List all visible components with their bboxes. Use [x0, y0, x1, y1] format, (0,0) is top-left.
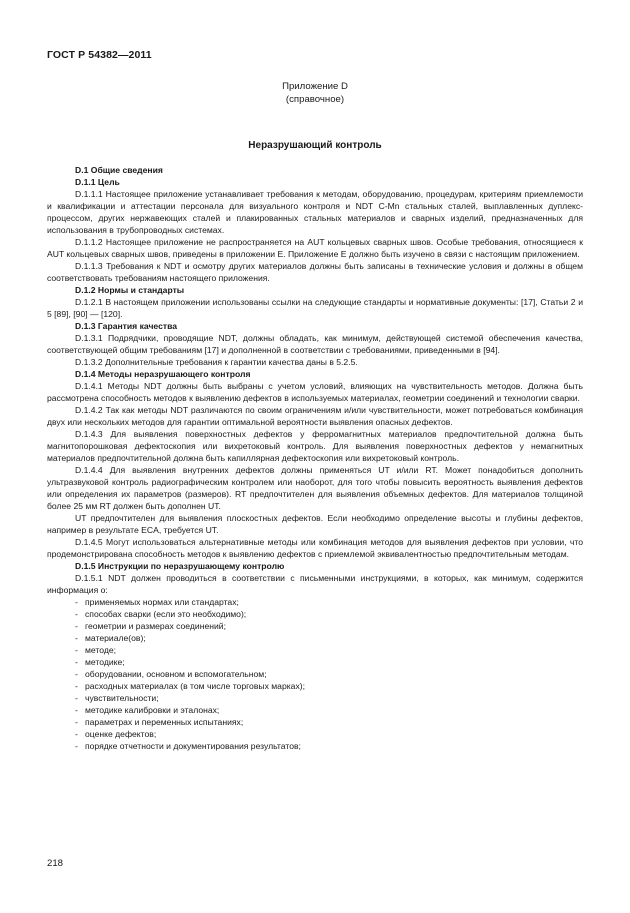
list-item — [47, 608, 583, 620]
list-item-text: материале(ов); — [85, 633, 146, 643]
list-item — [47, 656, 583, 668]
appendix-type: (справочное) — [285, 94, 345, 105]
list-item — [47, 692, 583, 704]
list-dash: - — [75, 741, 78, 751]
list-dash: - — [75, 729, 78, 739]
list-item-text: методике калибровки и эталонах; — [85, 705, 220, 715]
paragraph: D.1.3.2 Дополнительные требования к гарантии качества даны в 5.2.5. — [75, 357, 358, 367]
list-item-text: геометрии и размерах соединений; — [85, 621, 226, 631]
paragraph: D.1.4.2 Так как методы NDT различаются по своим ограничениям и/или чувствительности, может потребоваться комбинация двух или нескольких методов для гарантии оптимальной вероятности выявления опасных дефектов. — [47, 405, 583, 427]
list-item — [47, 740, 583, 752]
paragraph: D.1.5.1 NDT должен проводиться в соответствии с письменными инструкциями, в которых, как минимум, содержится информация о: — [47, 573, 583, 595]
list-dash: - — [75, 657, 78, 667]
list-item-text: оборудовании, основном и вспомогательном; — [85, 669, 267, 679]
list-item-text: оценке дефектов; — [85, 729, 157, 739]
document-header: ГОСТ Р 54382—2011 — [47, 49, 152, 61]
paragraph: D.1.4.5 Могут использоваться альтернативные методы или комбинация методов для выявления дефектов при условии, что продемонстрирована способность методов к выявлению дефектов с приемлемой эквивалентностью предпочтительным методам. — [47, 537, 583, 559]
list-dash: - — [75, 645, 78, 655]
list-item — [47, 668, 583, 680]
list-dash: - — [75, 681, 78, 691]
paragraph: D.1.1.1 Настоящее приложение устанавливает требования к методам, оборудованию, процедурам, критериям приемлемости и квалификации и аттестации персонала для визуального контроля и NDT C-Mn стальных сталей, выплавленных дуплекс-процессом, других нержавеющих сталей и плакированных стальных материалов и сварных изделий, предназначенных для использования в трубопроводных системах. — [47, 189, 583, 235]
subsection-heading: D.1.4 Методы неразрушающего контроля — [75, 369, 251, 379]
subsection-heading: D.1 Общие сведения — [75, 165, 163, 175]
list-item — [47, 596, 583, 608]
paragraph: D.1.4.4 Для выявления внутренних дефектов должны применяться UT и/или RT. Может понадобиться дополнить ультразвуковой контроль радиографическим контролем или наоборот, для того чтобы повысить вероятность выявления дефектов или определения их параметров (размеров). RT предпочтителен для выявления объемных дефектов. Для материалов толщиной более 25 мм RT должен быть дополнен UT. — [47, 465, 583, 511]
list-item-text: применяемых нормах или стандартах; — [85, 597, 239, 607]
list-item — [47, 632, 583, 644]
subsection-heading: D.1.5 Инструкции по неразрушающему контролю — [75, 561, 285, 571]
paragraph: UT предпочтителен для выявления плоскостных дефектов. Если необходимо определение высоты и глубины дефектов, например в результате ECA, требуется UT. — [47, 513, 583, 535]
paragraph: D.1.4.1 Методы NDT должны быть выбраны с учетом условий, влияющих на чувствительность методов. Должна быть рассмотрена способность методов к выявлению дефектов в используемых материалах, геометрии соединений и технологии сварки. — [47, 381, 583, 403]
list-item — [47, 680, 583, 692]
list-item-text: чувствительности; — [85, 693, 159, 703]
list-item-text: расходных материалах (в том числе торговых марках); — [85, 681, 306, 691]
list-dash: - — [75, 705, 78, 715]
paragraph: D.1.1.3 Требования к NDT и осмотру других материалов должны быть записаны в технические условия и должны в общем соответствовать требованиям настоящего приложения. — [47, 261, 583, 283]
section-title: Неразрушающий контроль — [248, 140, 382, 151]
list-item-text: методе; — [85, 645, 117, 655]
list-dash: - — [75, 609, 78, 619]
page-number: 218 — [47, 858, 64, 869]
list-dash: - — [75, 633, 78, 643]
subsection-heading: D.1.1 Цель — [75, 177, 120, 187]
document-body — [47, 164, 583, 752]
list-item-text: параметрах и переменных испытаниях; — [85, 717, 244, 727]
paragraph: D.1.2.1 В настоящем приложении использованы ссылки на следующие стандарты и нормативные документы: [17], Статьи 2 и 5 [89], [90] — [120]. — [47, 297, 583, 319]
paragraph: D.1.4.3 Для выявления поверхностных дефектов у ферромагнитных материалов предпочтительной должна быть магнитопорошковая дефектоскопия или вихретоковый контроль. Для выявления поверхностных дефектов у немагнитных материалов предпочтительной должна быть капиллярная дефектоскопия или вихретоковый контроль. — [47, 429, 583, 463]
list-dash: - — [75, 693, 78, 703]
appendix-heading — [200, 80, 430, 106]
list-item-text: методике; — [85, 657, 125, 667]
appendix-label: Приложение D — [282, 81, 348, 92]
subsection-heading: D.1.3 Гарантия качества — [75, 321, 178, 331]
list-item — [47, 620, 583, 632]
list-item — [47, 728, 583, 740]
list-item — [47, 716, 583, 728]
paragraph: D.1.3.1 Подрядчики, проводящие NDT, должны обладать, как минимум, действующей системой обеспечения качества, соответствующей общим требованиям [17] и дополненной в соответствии с требованиями, приведенными в [94]. — [47, 333, 583, 355]
subsection-heading: D.1.2 Нормы и стандарты — [75, 285, 185, 295]
list-dash: - — [75, 669, 78, 679]
list-item — [47, 644, 583, 656]
paragraph: D.1.1.2 Настоящее приложение не распространяется на AUT кольцевых сварных швов. Особые требования, относящиеся к AUT кольцевых сварных швов, приведены в приложении Е. Приложение Е должно быть изучено в связи с настоящим приложением. — [47, 237, 583, 259]
list-item — [47, 704, 583, 716]
list-dash: - — [75, 597, 78, 607]
list-dash: - — [75, 717, 78, 727]
list-item-text: способах сварки (если это необходимо); — [85, 609, 247, 619]
list-dash: - — [75, 621, 78, 631]
list-item-text: порядке отчетности и документирования результатов; — [85, 741, 301, 751]
